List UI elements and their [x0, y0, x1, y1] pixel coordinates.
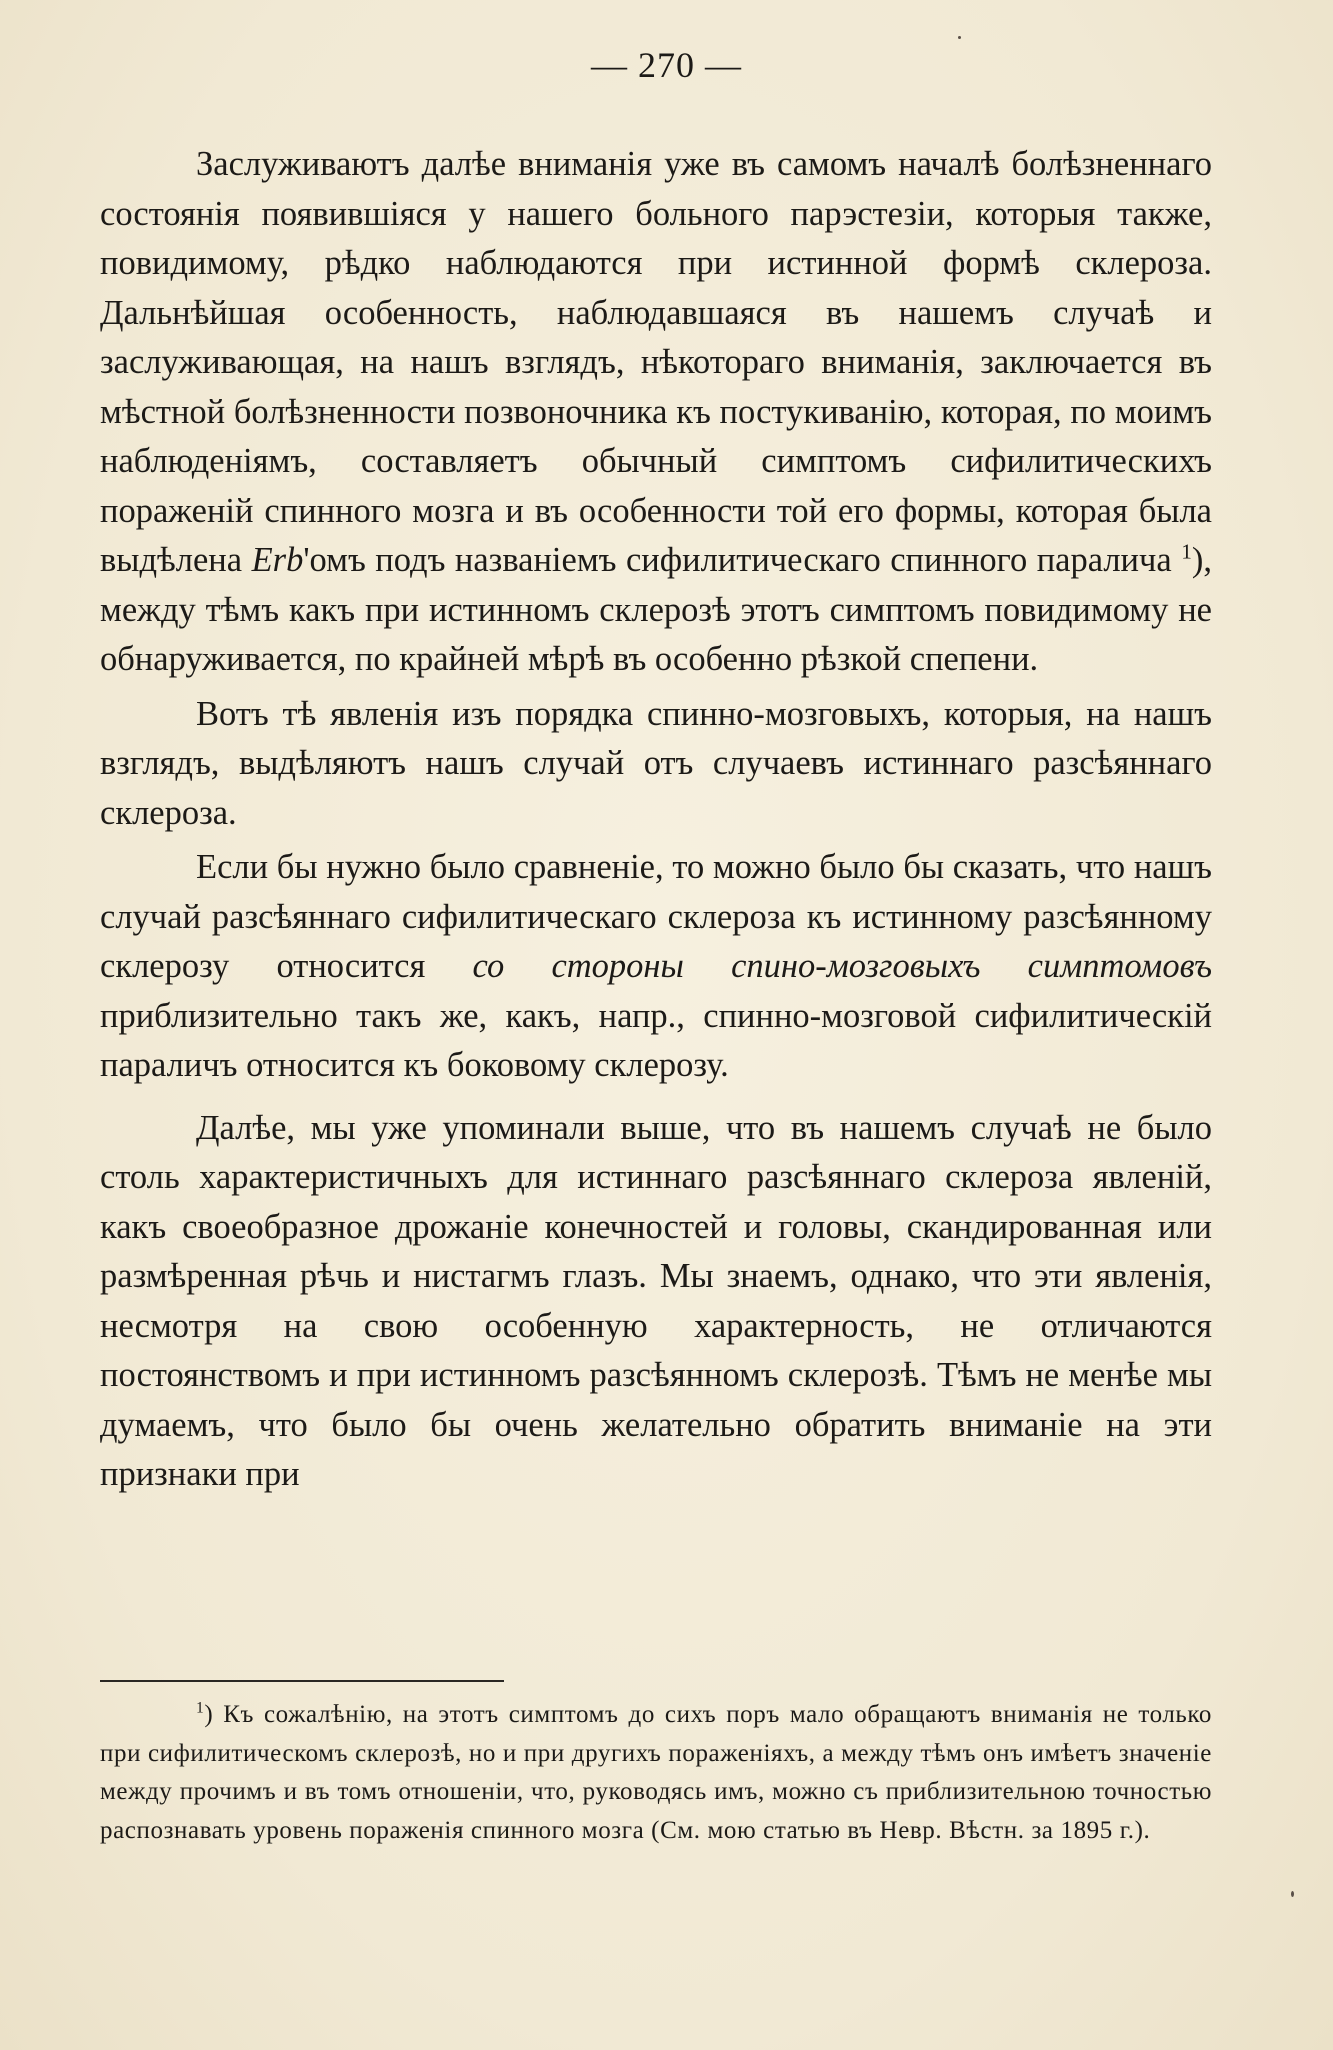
author-name-erb: Erb [251, 541, 304, 579]
paragraph-1-text-b: 'омъ подъ названіемъ сифилитическаго спинного паралича [303, 541, 1182, 579]
footnote-reference[interactable]: 1 [1181, 539, 1192, 564]
main-text [100, 140, 1212, 1500]
footnote-marker: 1 [196, 1699, 205, 1717]
paragraph-1-text-c: ), между тѣмъ какъ при истинномъ склерозѣ этотъ симптомъ повидимому не обнаруживается, по крайней мѣрѣ въ особенно рѣзкой спепени. [100, 541, 1212, 678]
paragraph-2: Вотъ тѣ явленія изъ порядка спинно-мозговыхъ, которыя, на нашъ взглядъ, выдѣляютъ нашъ случай отъ случаевъ истиннаго разсѣяннаго склероза. [100, 694, 1212, 832]
paragraph-4: Далѣе, мы уже упоминали выше, что въ нашемъ случаѣ не было столь характеристичныхъ для истиннаго разсѣяннаго склероза явленій, какъ своеобразное дрожаніе конечностей и головы, скандированная или размѣренная рѣчь и нистагмъ глазъ. Мы знаемъ, однако, что эти явленія, несмотря на свою особенную характерность, не отличаются постоянствомъ и при истинномъ разсѣянномъ склерозѣ. Тѣмъ не менѣе мы думаемъ, что было бы очень желательно обратить вниманіе на эти признаки при [100, 1108, 1212, 1493]
paragraph-3-text-b: приблизительно такъ же, какъ, напр., спинно-мозговой сифилитическій параличъ относится къ боковому склерозу. [100, 996, 1212, 1084]
paragraph-1 [100, 140, 1212, 685]
paragraph-1-text-a: Заслуживаютъ далѣе вниманія уже въ самомъ началѣ болѣзненнаго состоянія появившіяся у нашего больного парэстезіи, которыя также, повидимому, рѣдко наблюдаются при истинной формѣ склероза. Дальнѣйшая особенность, наблюдавшаяся въ нашемъ случаѣ и заслуживающая, на нашъ взглядъ, нѣкотораго вниманія, заключается въ мѣстной болѣзненности позвоночника къ постукиванію, которая, по моимъ наблюденіямъ, составляетъ обычный симптомъ сифилитическихъ пораженій спинного мозга и въ особенности той его формы, которая была выдѣлена [100, 145, 1212, 579]
paper-speck [958, 36, 961, 39]
footnote-divider [100, 1680, 504, 1682]
paragraph-3-text-a: Если бы нужно было сравненіе, то можно было бы сказать, что нашъ случай разсѣяннаго сифилитическаго склероза къ истинному разсѣянному склерозу относится [100, 848, 1212, 985]
page-number: — 270 — [591, 45, 742, 85]
paper-speck [1291, 1891, 1294, 1897]
footnote-text: ) Къ сожалѣнію, на этотъ симптомъ до сихъ поръ мало обращаютъ вниманія не только при сифилитическомъ склерозѣ, но и при другихъ пораженіяхъ, а между тѣмъ онъ имѣетъ значеніе между прочимъ и въ томъ отношеніи, что, руководясь имъ, можно съ приблизительною точностью распознавать уровень пораженія спинного мозга (См. мою статью въ Невр. Вѣстн. за 1895 г.). [100, 1701, 1212, 1844]
footnote [100, 1696, 1212, 1850]
paragraph-3-italic-phrase: со стороны спино-мозговыхъ симптомовъ [472, 947, 1213, 985]
paragraph-3 [100, 843, 1212, 1091]
